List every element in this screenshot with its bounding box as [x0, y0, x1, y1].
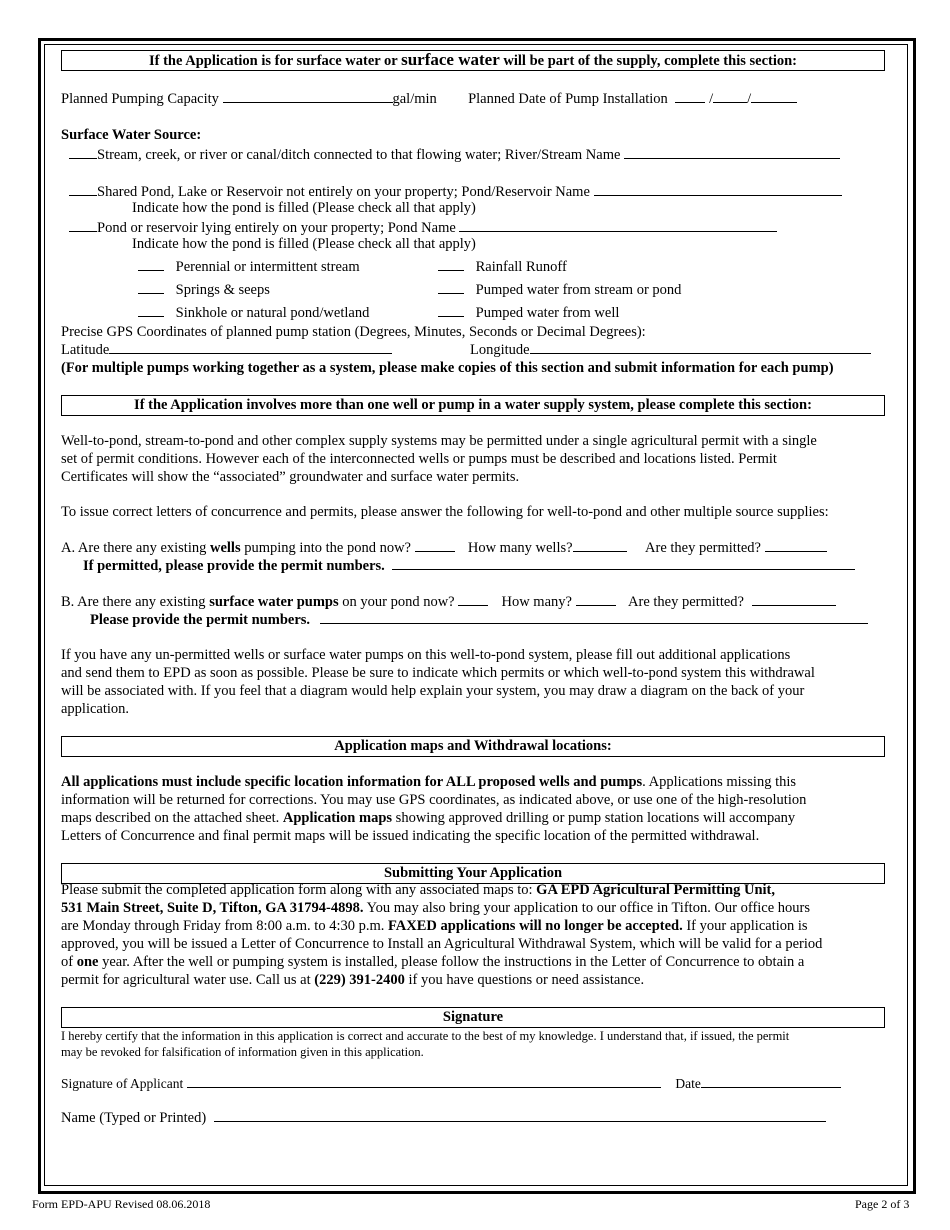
pumping-capacity-row: Planned Pumping Capacity gal/min Planned Date of Pump Installation / /: [61, 90, 797, 108]
multi-intro-line-1: Well-to-pond, stream-to-pond and other complex supply systems may be permitted under a single agricultural permit with a single: [61, 433, 817, 449]
pump-install-year-field[interactable]: [751, 90, 797, 103]
fill-option-pumped-well-checkbox[interactable]: [438, 302, 464, 317]
longitude-row: [470, 341, 871, 359]
pumps-permitted-label: Are they permitted?: [628, 594, 744, 610]
submit-line-5-text-end: year. After the well or pumping system is installed, please follow the instructions in the Letter of Concurrence to obtain a: [102, 954, 805, 970]
own-pond-option-checkbox[interactable]: [69, 217, 97, 232]
signature-row: [61, 1075, 841, 1093]
how-many-wells-label: How many wells?: [467, 540, 573, 556]
question-a-text-end: pumping into the pond now?: [244, 540, 411, 556]
fill-option-runoff-label: Rainfall Runoff: [475, 259, 567, 275]
unpermitted-line-3: will be associated with. If you feel that a diagram would help explain your system, you may draw a diagram on the back of your: [61, 683, 805, 699]
wells-pumping-field[interactable]: [415, 539, 455, 552]
multi-intro-line-3: Certificates will show the “associated” groundwater and surface water permits.: [61, 469, 520, 485]
fill-option-row-1: [138, 256, 360, 276]
surface-header-text-end: will be part of the supply, complete this section:: [503, 53, 798, 69]
how-many-pumps-field[interactable]: [576, 593, 616, 606]
question-b-text-end: on your pond now?: [342, 594, 455, 610]
fill-option-runoff-checkbox[interactable]: [438, 256, 464, 271]
maps-application-maps-emphasis: Application maps: [282, 810, 393, 826]
pumping-capacity-unit: gal/min: [392, 91, 437, 107]
stream-option-checkbox[interactable]: [69, 144, 97, 159]
question-b-text: B. Are there any existing: [61, 594, 206, 610]
submit-line-6-text-end: if you have questions or need assistance.: [408, 972, 645, 988]
pump-install-day-field[interactable]: [713, 90, 747, 103]
submit-line-2-tail: Our office hours: [714, 900, 811, 916]
submit-line-4: approved, you will be issued a Letter of Concurrence to Install an Agricultural Withdrawal System, which will be valid for a period: [61, 936, 823, 952]
maps-line-2: information will be returned for corrections. You may use GPS coordinates, as indicated above, or use one of the high-resolution: [61, 792, 807, 808]
shared-pond-option-checkbox[interactable]: [69, 181, 97, 196]
fill-instruction-own: Indicate how the pond is filled (Please check all that apply): [132, 236, 476, 252]
maps-section-header: Application maps and Withdrawal locations:: [61, 736, 885, 757]
stream-option-label: Stream, creek, or river or canal/ditch connected to that flowing water; River/Stream Name: [97, 147, 621, 163]
unpermitted-line-4: application.: [61, 701, 130, 717]
question-b-emphasis: surface water pumps: [209, 594, 339, 610]
how-many-wells-field[interactable]: [573, 539, 627, 552]
submit-line-6: [61, 971, 644, 989]
submit-fax-notice: FAXED applications will no longer be accepted.: [388, 918, 683, 934]
submit-hours-text: are Monday through Friday from 8:00 a.m. to 4:30 p.m.: [61, 918, 385, 934]
own-pond-option-label: Pond or reservoir lying entirely on your property; Pond Name: [97, 220, 456, 236]
multi-intro-line-2: set of permit conditions. However each of the interconnected wells or pumps must be described and locations listed. Permit: [61, 451, 777, 467]
submit-line-2: [61, 899, 810, 917]
surface-header-text: If the Application is for surface water or: [148, 53, 398, 69]
printed-name-field[interactable]: [214, 1109, 826, 1122]
printed-name-label: Name (Typed or Printed): [61, 1110, 207, 1126]
fill-option-row-2: [138, 279, 270, 299]
certification-line-1: I hereby certify that the information in this application is correct and accurate to the best of my knowledge. I understand that, if issued, the permit: [61, 1029, 790, 1043]
question-a-emphasis: wells: [210, 540, 241, 556]
submit-line-5: [61, 953, 804, 971]
form-id: Form EPD-APU Revised 08.06.2018: [32, 1197, 211, 1211]
signature-label: Signature of Applicant: [61, 1076, 184, 1091]
question-a-text: A. Are there any existing: [61, 540, 207, 556]
multi-issue-instructions: To issue correct letters of concurrence and permits, please answer the following for well-to-pond and other multiple source supplies:: [61, 504, 829, 520]
fill-option-row-3: [138, 302, 369, 322]
wells-permit-numbers-label: If permitted, please provide the permit numbers.: [83, 558, 385, 574]
pumping-capacity-label: Planned Pumping Capacity: [61, 91, 219, 107]
maps-line-1: [61, 773, 796, 791]
shared-pond-option-label: Shared Pond, Lake or Reservoir not entirely on your property; Pond/Reservoir Name: [97, 184, 590, 200]
fill-option-stream-label: Perennial or intermittent stream: [175, 259, 360, 275]
fill-option-pumped-stream-label: Pumped water from stream or pond: [475, 282, 682, 298]
stream-option-row: [61, 144, 840, 164]
submit-line-5-text: of: [61, 954, 74, 970]
surface-water-section-header: [61, 50, 885, 71]
submit-agency-name: GA EPD Agricultural Permitting Unit,: [536, 882, 775, 898]
submit-line-1-text: Please submit the completed application form along with any associated maps to:: [61, 882, 533, 898]
own-pond-option-row: [61, 217, 777, 237]
surface-pumps-field[interactable]: [458, 593, 488, 606]
fill-option-row-2-right: [438, 279, 681, 299]
submit-line-6-text: permit for agricultural water use. Call us at: [61, 972, 311, 988]
printed-name-row: [61, 1109, 826, 1127]
fill-option-sinkhole-label: Sinkhole or natural pond/wetland: [175, 305, 370, 321]
question-b-row: [61, 593, 836, 611]
latitude-label: Latitude: [61, 342, 110, 358]
fill-option-stream-checkbox[interactable]: [138, 256, 164, 271]
submit-line-2-text: You may also bring your application to our office in Tifton.: [366, 900, 711, 916]
maps-requirement-emphasis: All applications must include specific location information for ALL proposed wells and pumps: [61, 774, 643, 790]
maps-line-1-rest: . Applications missing this: [642, 774, 797, 790]
multi-source-section-header: If the Application involves more than one well or pump in a water supply system, please complete this section:: [61, 395, 885, 416]
pump-install-month-field[interactable]: [675, 90, 705, 103]
wells-permitted-field[interactable]: [765, 539, 827, 552]
gps-coordinates-label: Precise GPS Coordinates of planned pump station (Degrees, Minutes, Seconds or Decimal Degrees):: [61, 324, 646, 340]
submit-phone-number: (229) 391-2400: [314, 972, 405, 988]
fill-option-pumped-stream-checkbox[interactable]: [438, 279, 464, 294]
page-number: Page 2 of 3: [855, 1197, 910, 1211]
latitude-field[interactable]: [109, 341, 392, 354]
longitude-label: Longitude: [470, 342, 530, 358]
submit-address: 531 Main Street, Suite D, Tifton, GA 31794-4898.: [61, 900, 364, 916]
pumps-permit-numbers-row: [90, 611, 868, 629]
how-many-pumps-label: How many?: [501, 594, 572, 610]
maps-line-3: [61, 809, 795, 827]
surface-header-emphasis: surface water: [401, 50, 500, 69]
fill-option-springs-checkbox[interactable]: [138, 279, 164, 294]
wells-permitted-label: Are they permitted?: [645, 540, 761, 556]
signature-section-header: Signature: [61, 1007, 885, 1028]
fill-instruction-shared: Indicate how the pond is filled (Please check all that apply): [132, 200, 476, 216]
submit-line-1: [61, 881, 775, 899]
fill-option-springs-label: Springs & seeps: [175, 282, 270, 298]
pumps-permitted-field[interactable]: [752, 593, 836, 606]
maps-line-3-text: maps described on the attached sheet.: [61, 810, 280, 826]
maps-line-4: Letters of Concurrence and final permit maps will be issued indicating the specific location of the permitted withdrawal.: [61, 828, 760, 844]
submit-section-header: Submitting Your Application: [61, 863, 885, 884]
shared-pond-option-row: [61, 181, 842, 201]
signature-date-label: Date: [675, 1076, 701, 1091]
pumps-permit-numbers-field[interactable]: [320, 611, 868, 624]
question-a-row: [61, 539, 827, 557]
pond-reservoir-name-field[interactable]: [594, 183, 842, 196]
wells-permit-numbers-row: [83, 557, 855, 575]
unpermitted-line-2: and send them to EPD as soon as possible. Please be sure to indicate which permits or which well-to-pond system this withdrawal: [61, 665, 815, 681]
fill-option-row-3-right: [438, 302, 619, 322]
pond-name-field[interactable]: [459, 219, 777, 232]
multi-pump-note: (For multiple pumps working together as a system, please make copies of this section and submit information for each pump): [61, 360, 834, 376]
signature-field[interactable]: [187, 1075, 661, 1088]
pumping-capacity-field[interactable]: [223, 90, 393, 103]
submit-line-3: [61, 917, 808, 935]
longitude-field[interactable]: [530, 341, 871, 354]
submit-line-3-text-end: If your application is: [686, 918, 808, 934]
pumps-permit-numbers-label: Please provide the permit numbers.: [90, 612, 311, 628]
wells-permit-numbers-field[interactable]: [392, 557, 855, 570]
latitude-row: [61, 341, 392, 359]
unpermitted-line-1: If you have any un-permitted wells or surface water pumps on this well-to-pond system, please fill out additional applications: [61, 647, 791, 663]
fill-option-sinkhole-checkbox[interactable]: [138, 302, 164, 317]
fill-option-pumped-well-label: Pumped water from well: [475, 305, 620, 321]
pump-install-date-label: Planned Date of Pump Installation: [468, 91, 668, 107]
maps-line-3-text-end: showing approved drilling or pump station locations will accompany: [395, 810, 796, 826]
fill-option-row-1-right: [438, 256, 567, 276]
river-stream-name-field[interactable]: [624, 146, 840, 159]
certification-line-2: may be revoked for falsification of information given in this application.: [61, 1045, 424, 1059]
signature-date-field[interactable]: [701, 1075, 841, 1088]
surface-water-source-heading: Surface Water Source:: [61, 127, 202, 143]
submit-one-emphasis: one: [76, 954, 99, 970]
